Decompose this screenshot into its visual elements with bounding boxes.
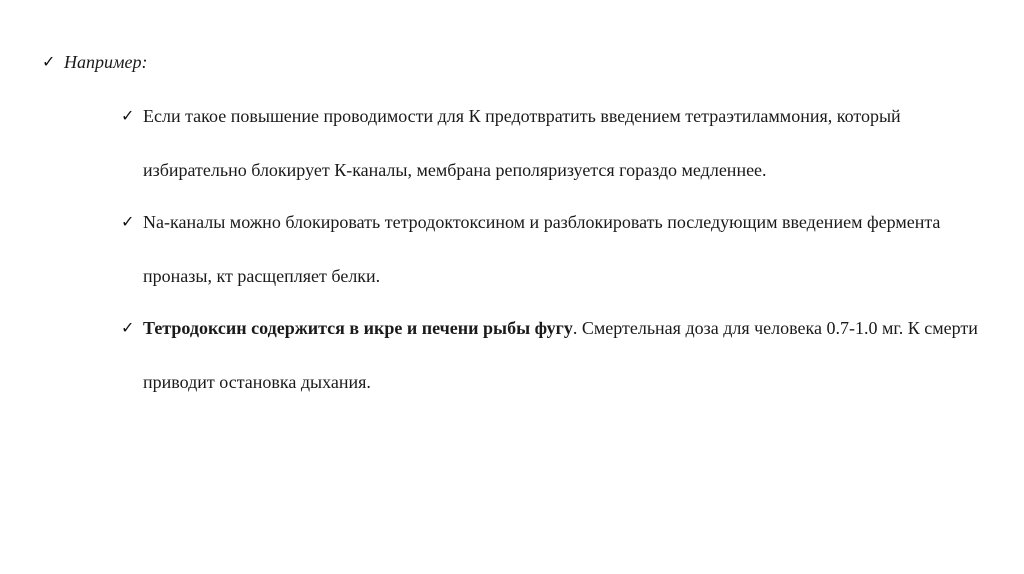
bullet-item-3 [121,317,1003,409]
bullet-rest-text: . Смертельная доза для человека 0.7-1.0 мг. К смерти приводит остановка дыхания. [143,318,978,392]
heading-colon: : [141,52,148,72]
bullet-item-1 [121,105,1003,197]
bullet-item-2 [121,211,1003,303]
checkmark-icon: ✓ [121,106,135,125]
bullet-text: Если такое повышение проводимости для К предотвратить введением тетраэтиламмония, который избирательно блокирует К-каналы, мембрана реполяризуется гораздо медленнее. [143,106,901,180]
heading-label: Например [64,52,142,72]
checkmark-icon: ✓ [121,318,135,337]
heading-text [64,35,147,89]
heading-item [42,51,147,89]
bullet-text [143,301,1003,409]
bullet-text: Na-каналы можно блокировать тетродоктоксином и разблокировать последующим введением фермента проназы, кт расщепляет белки. [143,212,941,286]
checkmark-icon: ✓ [42,52,56,71]
bullet-bold-text: Тетродоксин содержится в икре и печени рыбы фугу [143,318,573,338]
checkmark-icon: ✓ [121,212,135,231]
